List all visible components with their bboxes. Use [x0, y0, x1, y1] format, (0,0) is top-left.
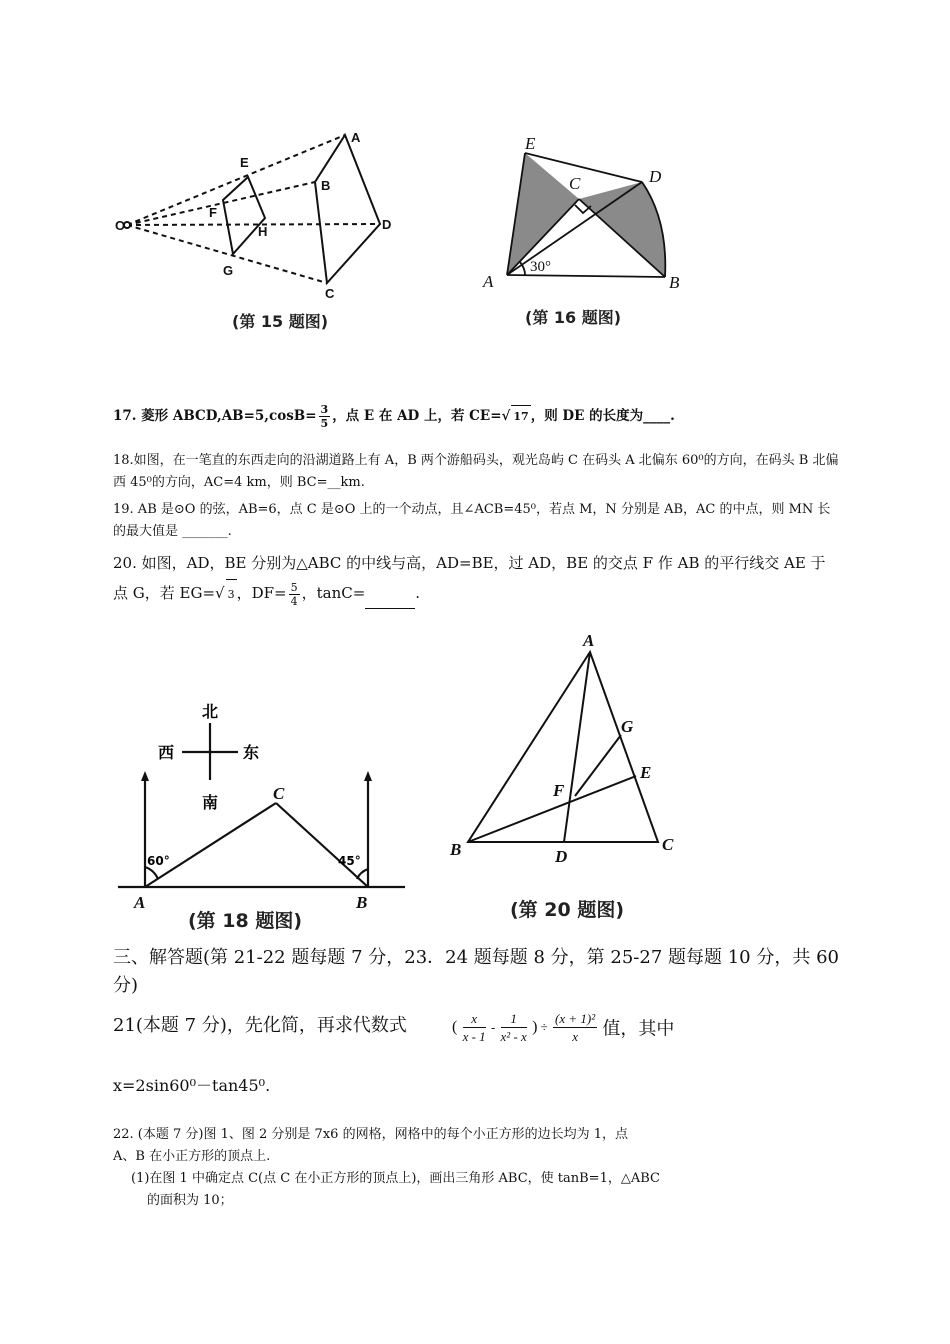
label-D: D	[382, 217, 392, 232]
angle-60: 60°	[147, 854, 170, 868]
q22-item1a: (1)在图 1 中确定点 C(点 C 在小正方形的顶点上)，画出三角形 ABC，使 tanB=1，△ABC	[131, 1171, 660, 1186]
angle-45: 45°	[338, 854, 361, 868]
q20-frac-den: 4	[290, 594, 298, 608]
q17-frac-num: 3	[320, 403, 329, 416]
question-22	[113, 1124, 853, 1212]
q21-frac2-num: 1	[501, 1010, 527, 1028]
question-21-lead	[113, 1011, 407, 1037]
figure-20-diagram	[440, 632, 700, 932]
figure-18-caption: (第 18 题图)	[188, 910, 303, 932]
label-C: C	[569, 174, 581, 193]
figure-16-caption: (第 16 题图)	[525, 308, 622, 327]
label-A: A	[351, 130, 361, 145]
question-18: 18.如图，在一笔直的东西走向的沿湖道路上有 A，B 两个游船码头，观光岛屿 C 在码头 A 北偏东 60⁰的方向，在码头 B 北偏西 45⁰的方向，AC=4 km，则 BC=__km.	[113, 453, 839, 490]
label-B: B	[356, 893, 368, 912]
q20-fraction	[289, 581, 300, 608]
q20-line2b: ，DF=	[236, 584, 287, 602]
label-A: A	[583, 632, 595, 650]
q17-frac-den: 5	[320, 417, 329, 430]
label-E: E	[240, 155, 249, 170]
label-D: D	[555, 847, 568, 866]
q22-line1: 22. (本题 7 分)图 1、图 2 分别是 7x6 的网格，网格中的每个小正方形的边长均为 1，点	[113, 1127, 628, 1142]
q20-line2: 点 G，若 EG=√ 3 ，DF= $\frac{5}{4}$ ，tanC= .	[113, 578, 843, 610]
figure-18	[118, 695, 413, 940]
compass-south: 南	[202, 793, 219, 812]
label-B: B	[669, 273, 680, 292]
q21-frac3-num: (x + 1)²	[555, 1011, 596, 1026]
label-O: O	[115, 218, 126, 233]
q20-line2c: ，tanC=	[301, 584, 366, 602]
label-C: C	[325, 286, 335, 301]
q20-frac-num: 5	[290, 580, 298, 594]
label-B: B	[450, 840, 462, 859]
label-A: A	[483, 272, 494, 291]
figure-16-diagram	[475, 125, 695, 335]
label-F: F	[553, 781, 565, 800]
q21-frac-3	[553, 1010, 597, 1045]
angle-30: 30°	[530, 259, 551, 275]
q22-line2: A、B 在小正方形的顶点上.	[113, 1149, 271, 1164]
q21-condition: x=2sin60⁰－tan45⁰.	[113, 1076, 271, 1095]
label-C: C	[273, 784, 285, 803]
label-E: E	[525, 134, 536, 153]
label-D: D	[649, 167, 662, 186]
figure-20	[440, 632, 700, 932]
q22-item1b: 的面积为 10；	[147, 1193, 233, 1208]
label-G: G	[621, 717, 634, 736]
question-17: 17. 菱形 ABCD,AB=5,cosB= $\frac{3}{5}$ ，点 E 在 AD 上，若 CE=√ 17 ，则 DE 的长度为____.	[113, 403, 675, 430]
q17-prefix: 17. 菱形 ABCD,AB=5,cosB=	[113, 408, 317, 424]
compass-west: 西	[158, 743, 175, 762]
q20-sqrt: 3	[226, 579, 237, 610]
q21-frac1-num: x	[463, 1010, 486, 1028]
figure-16	[475, 125, 695, 335]
q20-line2d: .	[415, 584, 421, 602]
figure-20-caption: (第 20 题图)	[510, 899, 625, 921]
q17-suffix: ，则 DE 的长度为____.	[530, 408, 675, 424]
label-H: H	[258, 224, 268, 239]
figure-15-diagram	[115, 120, 405, 345]
q20-line1: 20. 如图，AD，BE 分别为△ABC 的中线与高，AD=BE，过 AD，BE 的交点 F 作 AB 的平行线交 AE 于	[113, 554, 826, 572]
label-G: G	[223, 263, 234, 278]
q20-line2a: 点 G，若 EG=	[113, 584, 216, 602]
q17-fraction	[319, 403, 331, 430]
section-3-heading: 三、解答题(第 21-22 题每题 7 分，23．24 题每题 8 分，第 25-27 题每题 10 分，共 60 分)	[113, 947, 839, 996]
q21-expression: ( $\frac{x}{x - 1}$ - $\frac{1}{\text{x² - x}}$ ) ÷ $\frac{\text{(x + 1)²}}{x}$ 值，其中	[452, 1011, 675, 1044]
label-B: B	[321, 178, 331, 193]
q20-answer-blank	[365, 578, 415, 609]
label-A: A	[134, 893, 146, 912]
compass-north: 北	[202, 702, 219, 721]
label-F: F	[209, 205, 217, 220]
figure-15-caption: (第 15 题图)	[232, 312, 329, 331]
label-E: E	[640, 763, 652, 782]
q21-tail: 值，其中	[602, 1018, 675, 1040]
q21-lead-text: 21(本题 7 分)，先化简，再求代数式	[113, 1015, 407, 1036]
q17-mid: ，点 E 在 AD 上，若 CE=	[332, 408, 502, 424]
figure-15	[115, 120, 405, 345]
figure-18-diagram	[118, 695, 413, 940]
q17-sqrt: 17	[511, 405, 530, 428]
question-20	[113, 548, 843, 610]
label-C: C	[662, 835, 674, 854]
q21-frac-1	[463, 1010, 486, 1045]
q21-frac1-den: x - 1	[462, 1029, 486, 1044]
compass-east: 东	[243, 743, 260, 762]
q21-frac3-den: x	[572, 1029, 578, 1044]
q21-frac-2	[501, 1010, 527, 1045]
q21-frac2-den: x² - x	[500, 1029, 527, 1044]
question-19: 19. AB 是⊙O 的弦，AB=6，点 C 是⊙O 上的一个动点，且∠ACB=45⁰，若点 M，N 分别是 AB，AC 的中点，则 MN 长的最大值是 _______.	[113, 502, 831, 539]
